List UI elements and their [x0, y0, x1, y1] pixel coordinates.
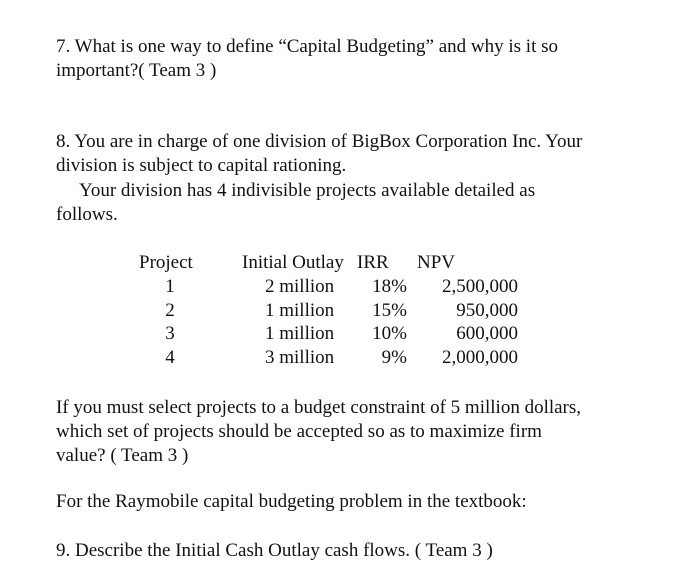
q8-line-4: follows.	[56, 204, 118, 225]
row-2-outlay: 1 million	[265, 300, 335, 321]
header-irr: IRR	[357, 252, 389, 273]
q8-line-3: Your division has 4 indivisible projects available detailed as	[79, 180, 536, 201]
row-3-npv: 600,000	[456, 323, 518, 344]
row-1-irr: 18%	[372, 276, 407, 297]
q8-line-2: division is subject to capital rationing.	[56, 155, 347, 176]
question-9: 9. Describe the Initial Cash Outlay cash flows. ( Team 3 )	[56, 540, 493, 561]
row-2-npv: 950,000	[456, 300, 518, 321]
row-3-project: 3	[165, 323, 175, 344]
constraint-line-1: If you must select projects to a budget constraint of 5 million dollars,	[56, 397, 582, 418]
raymobile-intro: For the Raymobile capital budgeting problem in the textbook:	[56, 491, 527, 512]
row-4-outlay: 3 million	[265, 347, 335, 368]
header-project: Project	[139, 252, 193, 273]
row-4-irr: 9%	[381, 347, 407, 368]
constraint-line-3: value? ( Team 3 )	[56, 445, 189, 466]
row-1-project: 1	[165, 276, 175, 297]
row-2-irr: 15%	[372, 300, 407, 321]
q8-line-1: 8. You are in charge of one division of BigBox Corporation Inc. Your	[56, 131, 583, 152]
row-3-outlay: 1 million	[265, 323, 335, 344]
row-4-npv: 2,000,000	[442, 347, 518, 368]
row-4-project: 4	[165, 347, 175, 368]
header-initial-outlay: Initial Outlay	[242, 252, 344, 273]
row-3-irr: 10%	[372, 323, 407, 344]
header-npv: NPV	[417, 252, 456, 273]
q7-line-1: 7. What is one way to define “Capital Budgeting” and why is it so	[56, 36, 558, 57]
row-2-project: 2	[165, 300, 175, 321]
row-1-outlay: 2 million	[265, 276, 335, 297]
q7-line-2: important?( Team 3 )	[56, 60, 217, 81]
row-1-npv: 2,500,000	[442, 276, 518, 297]
constraint-line-2: which set of projects should be accepted so as to maximize firm	[56, 421, 542, 442]
